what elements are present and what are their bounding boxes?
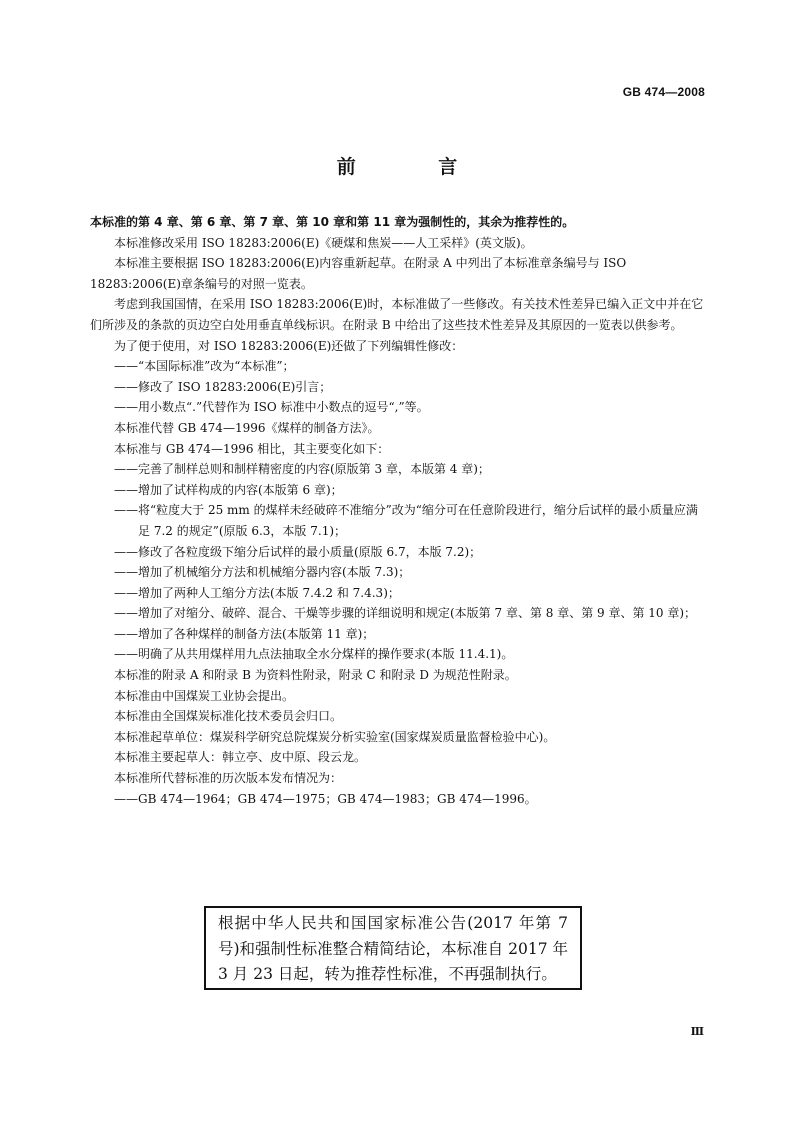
notice-box: 根据中华人民共和国国家标准公告(2017 年第 7 号)和强制性标准整合精简结论，本标准自 2017 年 3 月 23 日起，转为推荐性标准，不再强制执行。 [204,906,582,990]
paragraph: 本标准起草单位：煤炭科学研究总院煤炭分析实验室(国家煤炭质量监督检验中心)。 [114,729,556,744]
list-item: ——“本国际标准”改为“本标准”； [114,359,295,374]
list-item: ——GB 474—1964；GB 474—1975；GB 474—1983；GB 474—1996。 [114,791,537,806]
standard-code: GB 474—2008 [622,85,705,99]
paragraph: 为了便于使用，对 ISO 18283:2006(E)还做了下列编辑性修改： [114,338,464,353]
paragraph: 本标准由中国煤炭工业协会提出。 [114,688,295,703]
paragraph: 本标准所代替标准的历次版本发布情况为： [114,771,343,786]
list-item: ——用小数点“.”代替作为 ISO 标准中小数点的逗号“,”等。 [114,400,429,415]
list-item: ——完善了制样总则和制样精密度的内容(原版第 3 章，本版第 4 章)； [114,462,490,477]
list-item: ——增加了机械缩分方法和机械缩分器内容(本版 7.3)； [114,565,411,580]
page-title: 前 言 [336,156,496,178]
paragraph: 本标准的附录 A 和附录 B 为资料性附录，附录 C 和附录 D 为规范性附录。 [114,668,517,683]
list-item: ——明确了从共用煤样用九点法抽取全水分煤样的操作要求(本版 11.4.1)。 [114,647,514,662]
list-item: ——增加了对缩分、破碎、混合、干燥等步骤的详细说明和规定(本版第 7 章、第 8 章、第 9 章、第 10 章)； [114,606,697,621]
list-item: ——将“粒度大于 25 mm 的煤样未经破碎不准缩分”改为“缩分可在任意阶段进行，缩分后试样的最小质量应满足 7.2 的规定”(原版 6.3，本版 7.1)； [114,503,698,538]
list-item: ——修改了各粒度级下缩分后试样的最小质量(原版 6.7，本版 7.2)； [114,544,482,559]
list-item: ——增加了试样构成的内容(本版第 6 章)； [114,482,343,497]
paragraph: 本标准代替 GB 474—1996《煤样的制备方法》。 [114,420,380,435]
foreword-body [90,212,706,809]
list-item: ——增加了两种人工缩分方法(本版 7.4.2 和 7.4.3)； [114,585,400,600]
paragraph: 本标准与 GB 474—1996 相比，其主要变化如下： [114,441,390,456]
paragraph: 本标准由全国煤炭标准化技术委员会归口。 [114,709,343,724]
page-number: Ⅲ [690,1025,704,1038]
paragraph: 本标准修改采用 ISO 18283:2006(E)《硬煤和焦炭——人工采样》(英文版)。 [114,235,533,250]
paragraph: 本标准主要根据 ISO 18283:2006(E)内容重新起草。在附录 A 中列出了本标准章条编号与 ISO 18283:2006(E)章条编号的对照一览表。 [90,256,627,291]
paragraph: 考虑到我国国情，在采用 ISO 18283:2006(E)时，本标准做了一些修改。有关技术性差异已编入正文中并在它们所涉及的条款的页边空白处用垂直单线标识。在附录 B 中给出了这些技术性差异及其原因的一览表以供参考。 [90,297,704,332]
paragraph: 本标准的第 4 章、第 6 章、第 7 章、第 10 章和第 11 章为强制性的，其余为推荐性的。 [90,215,575,229]
list-item: ——修改了 ISO 18283:2006(E)引言； [114,379,332,394]
list-item: ——增加了各种煤样的制备方法(本版第 11 章)； [114,626,375,641]
paragraph: 本标准主要起草人：韩立亭、皮中原、段云龙。 [114,750,367,765]
